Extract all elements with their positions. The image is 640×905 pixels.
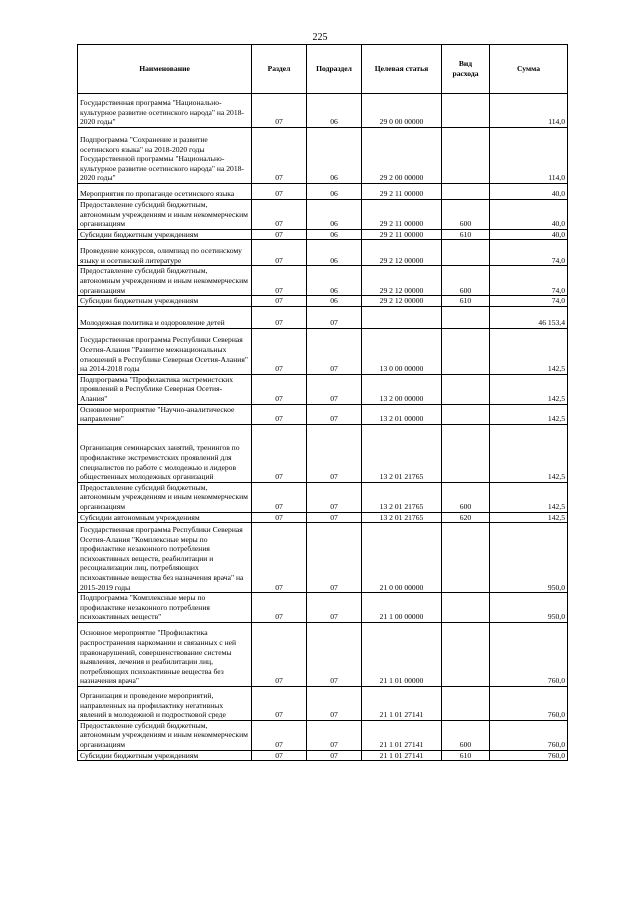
row-amount: 46 153,4	[490, 306, 568, 328]
table-row	[78, 306, 568, 328]
row-target-article: 29 0 00 00000	[362, 94, 442, 128]
row-section: 07	[252, 404, 307, 424]
row-expense-type: 610	[442, 296, 490, 307]
row-target-article: 29 2 12 00000	[362, 296, 442, 307]
row-expense-type: 600	[442, 266, 490, 296]
row-section: 07	[252, 593, 307, 623]
row-subsection: 06	[307, 266, 362, 296]
table-row	[78, 720, 568, 750]
row-subsection: 06	[307, 94, 362, 128]
row-target-article: 29 2 11 00000	[362, 229, 442, 240]
table-row	[78, 296, 568, 307]
header-section: Раздел	[252, 45, 307, 94]
row-subsection: 07	[307, 593, 362, 623]
row-section: 07	[252, 328, 307, 374]
row-subsection: 07	[307, 750, 362, 761]
row-expense-type	[442, 404, 490, 424]
row-target-article: 29 2 00 00000	[362, 128, 442, 184]
row-amount: 142,5	[490, 328, 568, 374]
row-subsection: 07	[307, 374, 362, 404]
row-section: 07	[252, 424, 307, 482]
row-subsection: 07	[307, 686, 362, 720]
row-amount: 760,0	[490, 622, 568, 686]
row-name: Молодежная политика и оздоровление детей	[78, 306, 252, 328]
table-row	[78, 128, 568, 184]
row-subsection: 06	[307, 240, 362, 266]
row-name: Предоставление субсидий бюджетным, автономным учреждениям и иным некоммерческим организациям	[78, 482, 252, 512]
table-row	[78, 200, 568, 230]
row-subsection: 07	[307, 424, 362, 482]
row-section: 07	[252, 240, 307, 266]
row-name: Субсидии бюджетным учреждениям	[78, 229, 252, 240]
row-target-article: 21 1 01 27141	[362, 720, 442, 750]
row-subsection: 06	[307, 296, 362, 307]
row-subsection: 06	[307, 184, 362, 200]
row-target-article: 21 1 01 27141	[362, 750, 442, 761]
row-section: 07	[252, 720, 307, 750]
row-target-article: 13 2 01 21765	[362, 512, 442, 523]
row-expense-type	[442, 94, 490, 128]
row-expense-type	[442, 306, 490, 328]
row-subsection: 07	[307, 720, 362, 750]
row-target-article: 21 1 00 00000	[362, 593, 442, 623]
row-name: Субсидии бюджетным учреждениям	[78, 750, 252, 761]
row-target-article: 29 2 11 00000	[362, 200, 442, 230]
row-expense-type	[442, 686, 490, 720]
row-expense-type: 600	[442, 482, 490, 512]
row-amount: 142,5	[490, 482, 568, 512]
row-amount: 760,0	[490, 750, 568, 761]
row-subsection: 06	[307, 229, 362, 240]
table-row	[78, 374, 568, 404]
row-section: 07	[252, 296, 307, 307]
row-subsection: 06	[307, 128, 362, 184]
table-row	[78, 593, 568, 623]
row-expense-type	[442, 128, 490, 184]
table-row	[78, 424, 568, 482]
row-section: 07	[252, 266, 307, 296]
budget-table	[77, 44, 568, 761]
table-row	[78, 328, 568, 374]
row-amount: 114,0	[490, 128, 568, 184]
table-row	[78, 622, 568, 686]
header-expense-type: Вид расхода	[442, 45, 490, 94]
row-name: Субсидии автономным учреждениям	[78, 512, 252, 523]
row-amount: 760,0	[490, 686, 568, 720]
table-body	[78, 94, 568, 761]
row-name: Мероприятия по пропаганде осетинского языка	[78, 184, 252, 200]
row-section: 07	[252, 512, 307, 523]
row-amount: 74,0	[490, 240, 568, 266]
row-target-article: 29 2 12 00000	[362, 266, 442, 296]
table-row	[78, 94, 568, 128]
row-expense-type	[442, 328, 490, 374]
row-section: 07	[252, 374, 307, 404]
row-target-article: 13 0 00 00000	[362, 328, 442, 374]
row-expense-type: 600	[442, 720, 490, 750]
row-name: Подпрограмма "Сохранение и развитие осетинского языка" на 2018-2020 годы Государственной программы "Национально-культурное развитие осетинского народа" на 2018-2020 годы"	[78, 128, 252, 184]
row-name: Субсидии бюджетным учреждениям	[78, 296, 252, 307]
row-expense-type	[442, 424, 490, 482]
row-amount: 142,5	[490, 374, 568, 404]
row-amount: 74,0	[490, 266, 568, 296]
row-name: Предоставление субсидий бюджетным, автономным учреждениям и иным некоммерческим организациям	[78, 266, 252, 296]
row-expense-type	[442, 622, 490, 686]
row-target-article: 29 2 12 00000	[362, 240, 442, 266]
row-name: Проведение конкурсов, олимпиад по осетинскому языку и осетинской литературе	[78, 240, 252, 266]
row-target-article: 29 2 11 00000	[362, 184, 442, 200]
row-section: 07	[252, 622, 307, 686]
row-name: Подпрограмма "Комплексные меры по профилактике незаконного потребления психоактивных веществ"	[78, 593, 252, 623]
row-amount: 950,0	[490, 523, 568, 593]
header-amount: Сумма	[490, 45, 568, 94]
header-target: Целевая статья	[362, 45, 442, 94]
row-expense-type: 600	[442, 200, 490, 230]
row-target-article	[362, 306, 442, 328]
table-row	[78, 404, 568, 424]
row-target-article: 13 2 00 00000	[362, 374, 442, 404]
row-subsection: 07	[307, 306, 362, 328]
row-target-article: 21 0 00 00000	[362, 523, 442, 593]
row-amount: 40,0	[490, 200, 568, 230]
row-name: Государственная программа "Национально-культурное развитие осетинского народа" на 2018-2020 годы"	[78, 94, 252, 128]
row-subsection: 07	[307, 482, 362, 512]
header-name: Наименование	[78, 45, 252, 94]
row-expense-type: 620	[442, 512, 490, 523]
row-name: Основное мероприятие "Научно-аналитическое направление"	[78, 404, 252, 424]
row-subsection: 07	[307, 512, 362, 523]
row-amount: 142,5	[490, 424, 568, 482]
table-row	[78, 240, 568, 266]
row-name: Организация и проведение мероприятий, направленных на профилактику негативных явлений в молодежной и подростковой среде	[78, 686, 252, 720]
row-section: 07	[252, 523, 307, 593]
row-name: Предоставление субсидий бюджетным, автономным учреждениям и иным некоммерческим организациям	[78, 200, 252, 230]
row-expense-type	[442, 184, 490, 200]
row-amount: 114,0	[490, 94, 568, 128]
row-target-article: 13 2 01 21765	[362, 424, 442, 482]
row-expense-type	[442, 593, 490, 623]
row-amount: 40,0	[490, 184, 568, 200]
table-header	[78, 45, 568, 94]
row-amount: 74,0	[490, 296, 568, 307]
row-section: 07	[252, 686, 307, 720]
row-section: 07	[252, 229, 307, 240]
row-expense-type	[442, 374, 490, 404]
row-expense-type	[442, 523, 490, 593]
table-row	[78, 184, 568, 200]
table-row	[78, 523, 568, 593]
row-name: Подпрограмма "Профилактика экстремистских проявлений в Республике Северная Осетия-Алания"	[78, 374, 252, 404]
row-subsection: 06	[307, 200, 362, 230]
row-section: 07	[252, 200, 307, 230]
row-expense-type: 610	[442, 229, 490, 240]
row-subsection: 07	[307, 404, 362, 424]
row-subsection: 07	[307, 523, 362, 593]
page-number: 225	[312, 32, 328, 43]
row-target-article: 13 2 01 21765	[362, 482, 442, 512]
table-row	[78, 512, 568, 523]
table-row	[78, 482, 568, 512]
header-subsection: Подраздел	[307, 45, 362, 94]
row-expense-type: 610	[442, 750, 490, 761]
row-subsection: 07	[307, 328, 362, 374]
row-name: Предоставление субсидий бюджетным, автономным учреждениям и иным некоммерческим организациям	[78, 720, 252, 750]
row-amount: 142,5	[490, 512, 568, 523]
row-section: 07	[252, 306, 307, 328]
row-section: 07	[252, 94, 307, 128]
row-target-article: 21 1 01 27141	[362, 686, 442, 720]
row-amount: 40,0	[490, 229, 568, 240]
row-section: 07	[252, 482, 307, 512]
row-expense-type	[442, 240, 490, 266]
row-name: Государственная программа Республики Северная Осетия-Алания "Развитие межнациональных отношений в Республике Северная Осетия-Алания" на 2014-2018 годы	[78, 328, 252, 374]
row-name: Государственная программа Республики Северная Осетия-Алания "Комплексные меры по профилактике незаконного потребления психоактивных веществ, реабилитации и ресоциализации лиц, потребляющих психоактивные вещества без назначения врача" на 2015-2019 годы	[78, 523, 252, 593]
header-row	[78, 45, 568, 94]
table-row	[78, 750, 568, 761]
row-subsection: 07	[307, 622, 362, 686]
table-row	[78, 229, 568, 240]
row-name: Организация семинарских занятий, тренингов по профилактике экстремистских проявлений для специалистов по работе с молодежью и лидеров общественных молодежных организаций	[78, 424, 252, 482]
row-target-article: 13 2 01 00000	[362, 404, 442, 424]
row-section: 07	[252, 750, 307, 761]
row-amount: 142,5	[490, 404, 568, 424]
row-section: 07	[252, 184, 307, 200]
row-section: 07	[252, 128, 307, 184]
row-target-article: 21 1 01 00000	[362, 622, 442, 686]
row-amount: 950,0	[490, 593, 568, 623]
table-row	[78, 266, 568, 296]
row-amount: 760,0	[490, 720, 568, 750]
row-name: Основное мероприятие "Профилактика распространения наркомании и связанных с ней правонарушений, совершенствование системы выявления, лечения и реабилитации лиц, потребляющих психоактивные вещества без назначения врача"	[78, 622, 252, 686]
table-row	[78, 686, 568, 720]
